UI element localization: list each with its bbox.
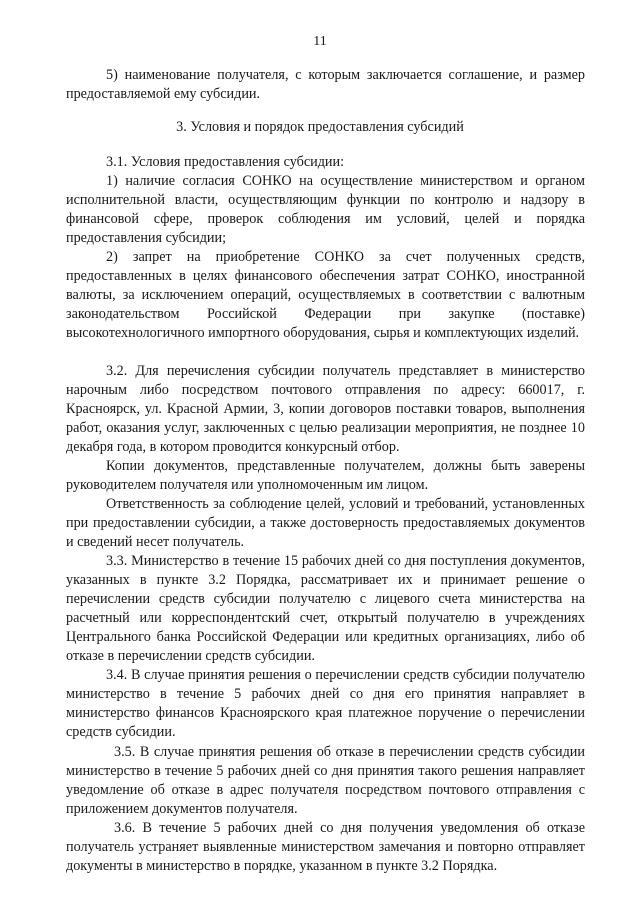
paragraph-3-2: 3.2. Для перечисления субсидии получатель представляет в министерство нарочным либо посредством почтового отправления по адресу: 660017, г. Красноярск, ул. Красной Армии, 3, копии договоров поставки товаров, выполнения работ, оказания услуг, заключенных с целью реализации мероприятия, не позднее 10 декабря года, в котором проводится конкурсный отбор. <box>66 363 585 455</box>
page-number: 11 <box>313 34 327 49</box>
paragraph-copies: Копии документов, представленные получателем, должны быть заверены руководителем получателя или уполномоченным им лицом. <box>66 458 585 493</box>
paragraph-3-1-condition-2: 2) запрет на приобретение СОНКО за счет полученных средств, предоставленных в целях финансового обеспечения затрат СОНКО, иностранной валюты, за исключением операций, осуществляемых в соответствии с валютным законодательством Российской Федерации при закупке (поставке) высокотехнологичного импортного оборудования, сырья и комплектующих изделий. <box>66 249 585 341</box>
paragraph-3-6: 3.6. В течение 5 рабочих дней со дня получения уведомления об отказе получатель устраняет выявленные министерством замечания и повторно отправляет документы в министерство в порядке, указанном в пункте 3.2 Порядка. <box>66 820 585 874</box>
paragraph-3-4: 3.4. В случае принятия решения о перечислении средств субсидии получателю министерство в течение 5 рабочих дней со дня его принятия направляет в министерство финансов Красноярского края платежное поручение о перечислении средств субсидии. <box>66 667 585 740</box>
paragraph-3-1-condition-1: 1) наличие согласия СОНКО на осуществление министерством и органом исполнительной власти, осуществляющим функции по контролю и надзору в финансовой сфере, проверок соблюдения им условий, целей и порядка предоставления субсидии; <box>66 173 585 246</box>
paragraph-3-5: 3.5. В случае принятия решения об отказе в перечислении средств субсидии министерство в течение 5 рабочих дней со дня принятия такого решения направляет уведомление об отказе в адрес получателя посредством почтового отправления с приложением документов получателя. <box>66 744 585 817</box>
paragraph-responsibility: Ответственность за соблюдение целей, условий и требований, установленных при предоставлении субсидии, а также достоверность предоставляемых документов и сведений несет получатель. <box>66 496 585 550</box>
paragraph-3-3: 3.3. Министерство в течение 15 рабочих дней со дня поступления документов, указанных в пункте 3.2 Порядка, рассматривает их и принимает решение о перечислении средств субсидии получателю с лицевого счета министерства на расчетный или корреспондентский счет, открытый получателю в учреждениях Центрального банка Российской Федерации или кредитных организациях, либо об отказе в перечислении средств субсидии. <box>66 553 585 664</box>
section-title: 3. Условия и порядок предоставления субсидий <box>176 119 464 135</box>
paragraph-item-5: 5) наименование получателя, с которым заключается соглашение, и размер предоставляемой ему субсидии. <box>66 67 585 102</box>
paragraph-3-1: 3.1. Условия предоставления субсидии: <box>106 154 345 170</box>
